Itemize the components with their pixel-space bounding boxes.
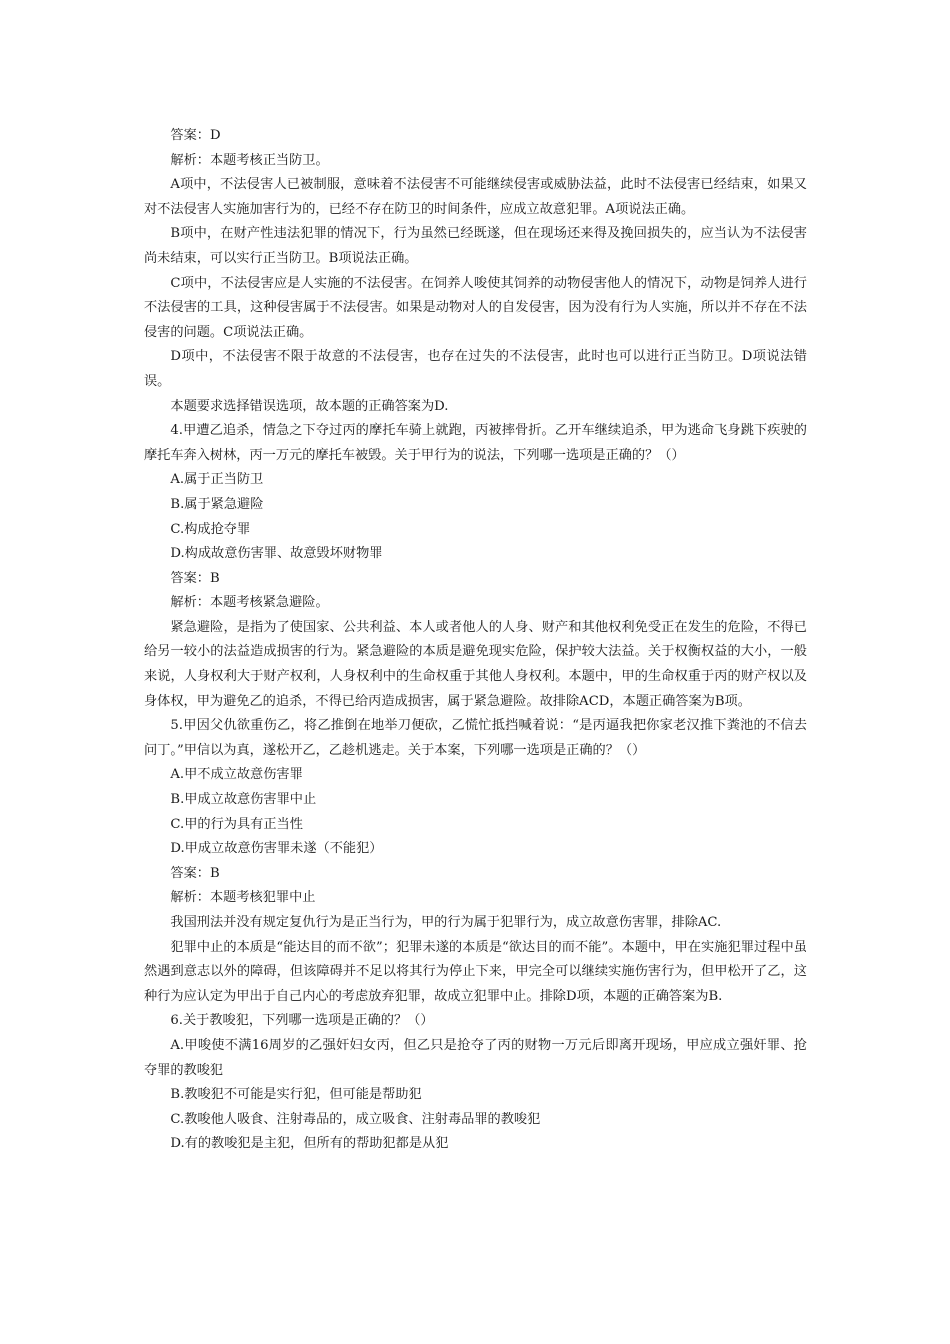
analysis-paragraph: 我国刑法并没有规定复仇行为是正当行为，甲的行为属于犯罪行为，成立故意伤害罪，排除AC. (170, 915, 722, 930)
answer-line: 答案：B (170, 865, 220, 881)
option-d: D.有的教唆犯是主犯，但所有的帮助犯都是从犯 (170, 1136, 449, 1152)
analysis-paragraph: A项中，不法侵害人已被制服，意味着不法侵害不可能继续侵害或威胁法益，此时不法侵害已经结束，如果又对不法侵害人实施加害行为的，已经不存在防卫的时间条件，应成立故意犯罪。A项说法正确。 (144, 177, 807, 217)
option-b: B.教唆犯不可能是实行犯，但可能是帮助犯 (170, 1087, 422, 1103)
analysis-line: 解析：本题考核犯罪中止 (170, 890, 316, 906)
option-c: C.教唆他人吸食、注射毒品的，成立吸食、注射毒品罪的教唆犯 (170, 1111, 541, 1127)
analysis-paragraph: 犯罪中止的本质是“能达目的而不欲”；犯罪未遂的本质是“欲达目的而不能”。本题中，甲在实施犯罪过程中虽然遇到意志以外的障碍，但该障碍并不足以将其行为停止下来，甲完全可以继续实施伤害行为，但甲松开了乙，这种行为应认定为甲出于自己内心的考虑放弃犯罪，故成立犯罪中止。排除D项，本题的正确答案为B. (144, 939, 807, 1004)
question-5: 5.甲因父仇欲重伤乙，将乙推倒在地举刀便砍，乙慌忙抵挡喊着说：“是丙逼我把你家老汉推下粪池的不信去问丁。”甲信以为真，遂松开乙，乙趁机逃走。关于本案，下列哪一选项是正确的？（） (144, 718, 807, 758)
question-6: 6.关于教唆犯，下列哪一选项是正确的？（） (170, 1013, 434, 1029)
option-b: B.属于紧急避险 (170, 496, 264, 512)
option-a: A.属于正当防卫 (170, 472, 264, 488)
analysis-paragraph: D项中，不法侵害不限于故意的不法侵害，也存在过失的不法侵害，此时也可以进行正当防卫。D项说法错误。 (144, 349, 807, 389)
option-b: B.甲成立故意伤害罪中止 (170, 792, 317, 808)
option-c: C.构成抢夺罪 (170, 521, 251, 537)
option-d: D.甲成立故意伤害罪未遂（不能犯） (170, 841, 383, 857)
analysis-line: 解析：本题考核正当防卫。 (170, 152, 329, 168)
answer-line: 答案：D (170, 128, 221, 143)
option-d: D.构成故意伤害罪、故意毁坏财物罪 (170, 546, 383, 562)
analysis-line: 解析：本题考核紧急避险。 (170, 595, 329, 611)
analysis-paragraph: B项中，在财产性违法犯罪的情况下，行为虽然已经既遂，但在现场还来得及挽回损失的，应当认为不法侵害尚未结束，可以实行正当防卫。B项说法正确。 (144, 226, 807, 266)
option-a: A.甲不成立故意伤害罪 (170, 767, 303, 783)
analysis-paragraph: C项中，不法侵害应是人实施的不法侵害。在饲养人唆使其饲养的动物侵害他人的情况下，动物是饲养人进行不法侵害的工具，这种侵害属于不法侵害。如果是动物对人的自发侵害，因为没有行为人实施，所以并不存在不法侵害的问题。C项说法正确。 (144, 275, 807, 340)
question-4: 4.甲遭乙追杀，情急之下夺过丙的摩托车骑上就跑，丙被摔骨折。乙开车继续追杀，甲为逃命飞身跳下疾驶的摩托车奔入树林，丙一万元的摩托车被毁。关于甲行为的说法，下列哪一选项是正确的？（） (144, 423, 807, 463)
answer-line: 答案：B (170, 570, 220, 586)
document-page (144, 124, 807, 1157)
conclusion-line: 本题要求选择错误选项，故本题的正确答案为D. (170, 398, 449, 414)
analysis-paragraph: 紧急避险，是指为了使国家、公共利益、本人或者他人的人身、财产和其他权利免受正在发生的危险，不得已给另一较小的法益造成损害的行为。紧急避险的本质是避免现实危险，保护较大法益。关于权衡权益的大小，一般来说，人身权利大于财产权利，人身权利中的生命权重于其他人身权利。本题中，甲的生命权重于丙的财产权以及身体权，甲为避免乙的追杀，不得已给丙造成损害，属于紧急避险。故排除ACD，本题正确答案为B项。 (144, 619, 807, 709)
option-c: C.甲的行为具有正当性 (170, 816, 303, 832)
option-a: A.甲唆使不满16周岁的乙强奸妇女丙，但乙只是抢夺了丙的财物一万元后即离开现场，甲应成立强奸罪、抢夺罪的教唆犯 (144, 1037, 807, 1078)
